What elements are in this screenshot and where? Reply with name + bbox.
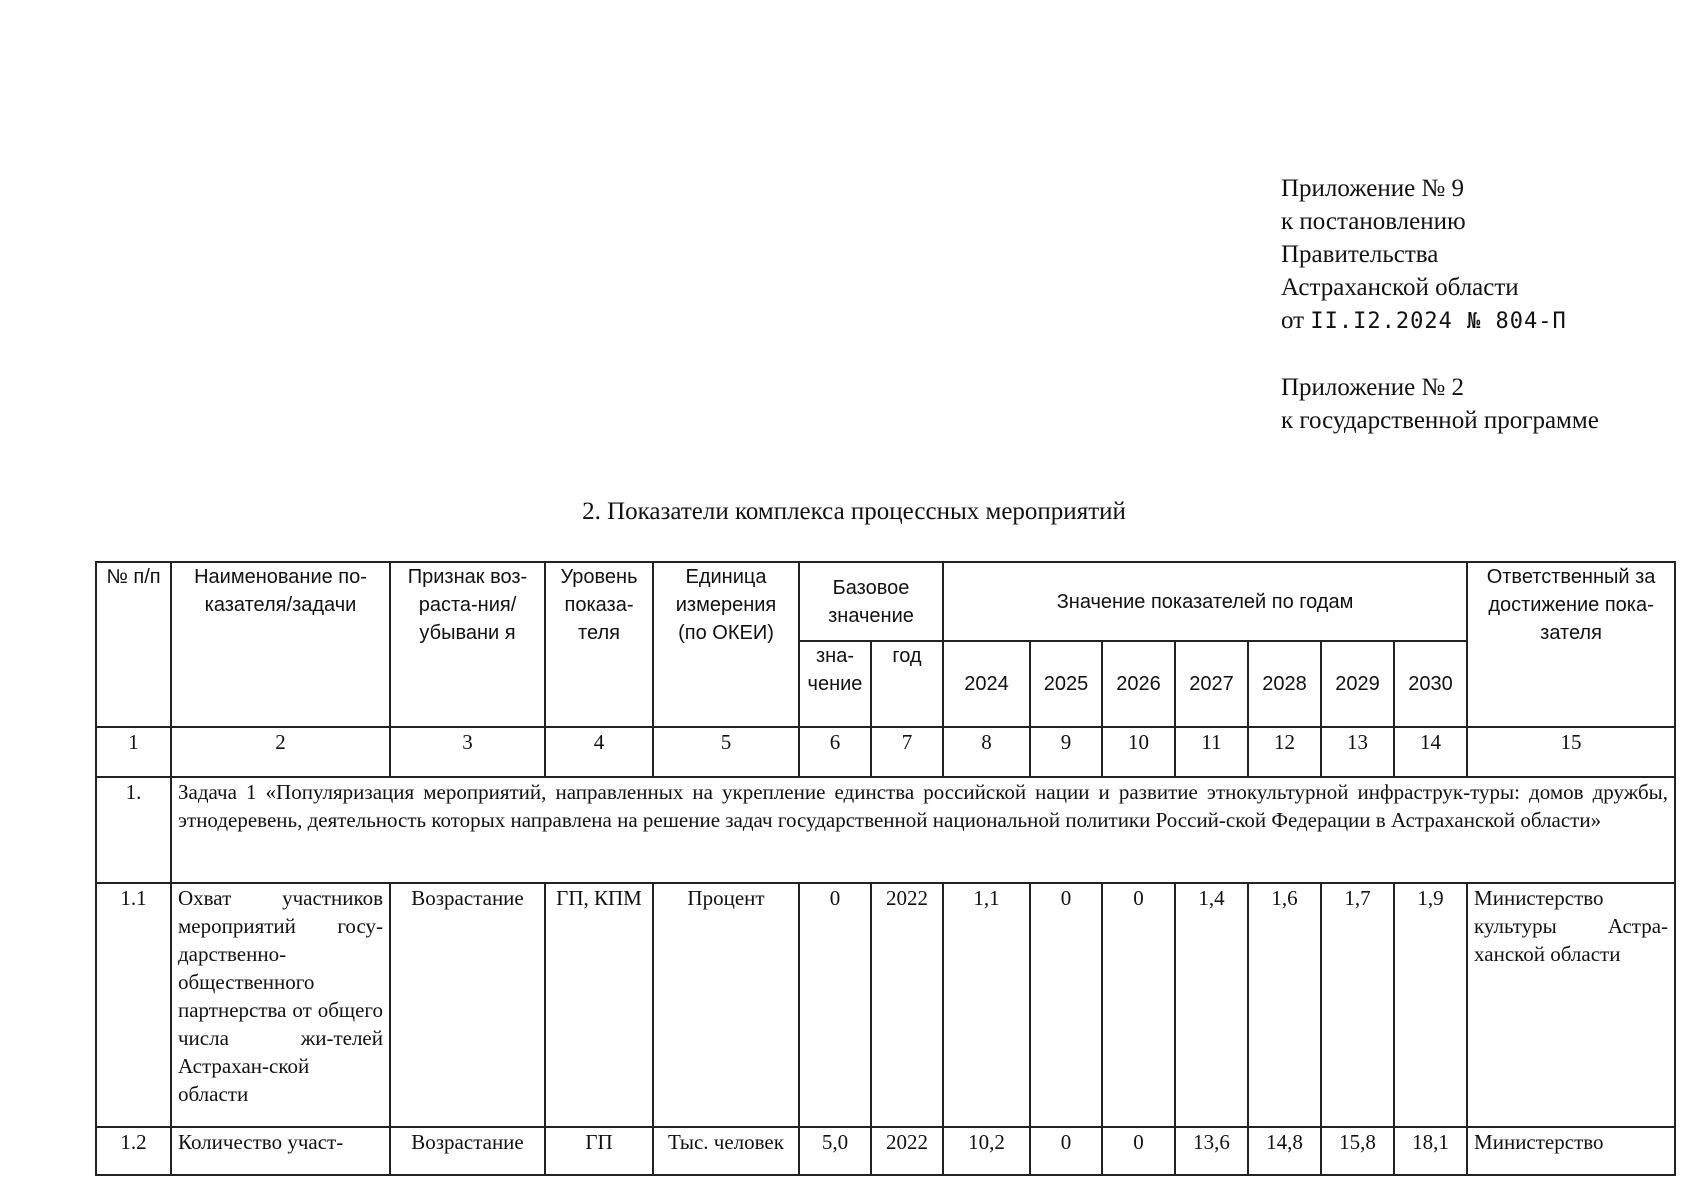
row-value-2025: 0 [1030,883,1102,1127]
column-number: 13 [1321,727,1394,777]
row-base-year: 2022 [871,883,943,1127]
row-value-2030: 1,9 [1394,883,1467,1127]
row-num: 1.1 [96,883,171,1127]
row-value-2026: 0 [1102,1127,1175,1175]
row-value-2028: 14,8 [1248,1127,1321,1175]
header-year: 2025 [1030,641,1102,727]
column-number: 15 [1467,727,1675,777]
column-number: 8 [943,727,1030,777]
row-value-2024: 1,1 [943,883,1030,1127]
header-base-year: год [871,641,943,727]
header-responsible: Ответственный за достижение пока-зателя [1467,562,1675,727]
column-number: 6 [799,727,871,777]
row-value-2029: 1,7 [1321,883,1394,1127]
row-name: Количество участ- [171,1127,390,1175]
spacer [1281,338,1599,371]
row-value-2028: 1,6 [1248,883,1321,1127]
resolution-date-line [1281,304,1599,338]
header-year: 2026 [1102,641,1175,727]
header-base: Базовое значение [799,562,943,641]
column-number: 3 [390,727,545,777]
appendix-2-label: Приложение № 2 [1281,374,1465,401]
header-base-value: зна-чение [799,641,871,727]
column-number: 1 [96,727,171,777]
indicators-table [95,561,1676,1176]
header-year: 2029 [1321,641,1394,727]
header-name: Наименование по-казателя/задачи [171,562,390,727]
column-number: 4 [545,727,653,777]
column-numbers-row [96,727,1675,777]
column-number: 14 [1394,727,1467,777]
row-base-value: 0 [799,883,871,1127]
row-base-value: 5,0 [799,1127,871,1175]
row-value-2024: 10,2 [943,1127,1030,1175]
date-stamp: II.I2.2024 № 804-П [1310,309,1567,334]
region-label: Астраханской области [1281,274,1519,301]
appendix-9-label: Приложение № 9 [1281,175,1465,202]
to-resolution-label: к постановлению [1281,208,1466,235]
task-row [96,777,1675,883]
task-text: Задача 1 «Популяризация мероприятий, направленных на укрепление единства российской нации и развитие этнокультурной инфраструк-туры: домов дружбы, этнодеревень, деятельность которых направлена на решение задач государственной национальной политики Россий-ской Федерации в Астраханской области» [171,777,1675,883]
column-number: 5 [653,727,799,777]
table-row [96,1127,1675,1175]
task-num: 1. [96,777,171,883]
column-number: 7 [871,727,943,777]
row-name: Охват участников мероприятий госу-дарственно-общественного партнерства от общего числа жи-телей Астрахан-ской области [171,883,390,1127]
header-num: № п/п [96,562,171,727]
header-values-by-year: Значение показателей по годам [943,562,1467,641]
row-value-2027: 1,4 [1175,883,1248,1127]
column-number: 10 [1102,727,1175,777]
government-label: Правительства [1281,241,1439,268]
column-number: 11 [1175,727,1248,777]
row-unit: Процент [653,883,799,1127]
to-program-label: к государственной программе [1281,407,1599,434]
row-unit: Тыс. человек [653,1127,799,1175]
row-level: ГП, КПМ [545,883,653,1127]
document-title: 2. Показатели комплекса процессных мероприятий [582,498,1126,525]
row-level: ГП [545,1127,653,1175]
header-year: 2028 [1248,641,1321,727]
date-prefix: от [1281,307,1305,334]
header-unit: Единица измерения (по ОКЕИ) [653,562,799,727]
row-trend: Возрастание [390,1127,545,1175]
column-number: 9 [1030,727,1102,777]
row-responsible: Министерство [1467,1127,1675,1175]
row-value-2026: 0 [1102,883,1175,1127]
row-responsible: Министерство культуры Астра-ханской области [1467,883,1675,1127]
row-value-2025: 0 [1030,1127,1102,1175]
row-num: 1.2 [96,1127,171,1175]
header-level: Уровень показа-теля [545,562,653,727]
row-value-2030: 18,1 [1394,1127,1467,1175]
header-year: 2027 [1175,641,1248,727]
row-base-year: 2022 [871,1127,943,1175]
header-year: 2024 [943,641,1030,727]
column-number: 2 [171,727,390,777]
appendix-header [1281,172,1599,437]
table-row [96,883,1675,1127]
row-value-2027: 13,6 [1175,1127,1248,1175]
header-year: 2030 [1394,641,1467,727]
header-trend: Признак воз-раста-ния/убывани я [390,562,545,727]
row-trend: Возрастание [390,883,545,1127]
column-number: 12 [1248,727,1321,777]
row-value-2029: 15,8 [1321,1127,1394,1175]
